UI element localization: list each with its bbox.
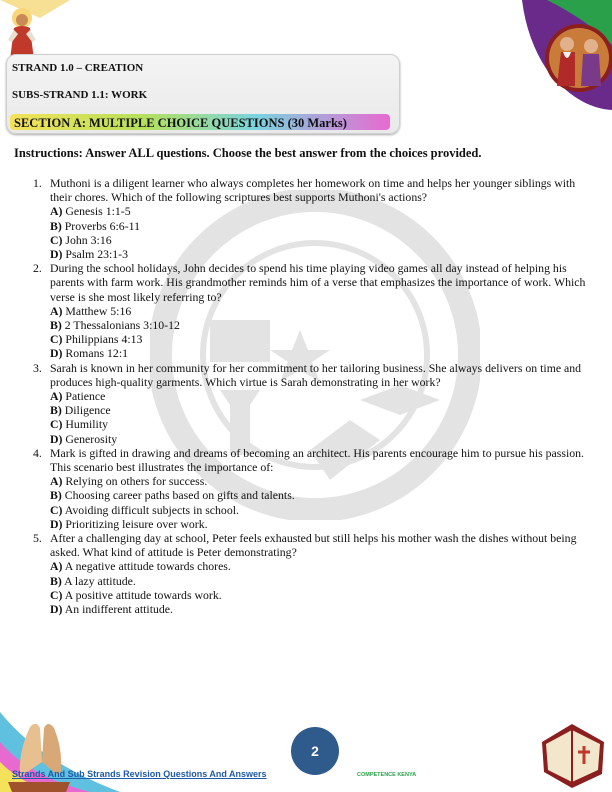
option-b: B) Proverbs 6:6-11 <box>50 218 140 233</box>
option-a: A) Genesis 1:1-5 <box>50 204 131 219</box>
option-b: B) Diligence <box>50 403 111 418</box>
option-d: D) Generosity <box>50 431 118 446</box>
option-c: C) Philippians 4:13 <box>50 332 143 347</box>
question-1 <box>33 176 599 261</box>
question-3 <box>33 361 599 446</box>
option-a: A) Patience <box>50 389 106 404</box>
option-a: A) A negative attitude towards chores. <box>50 559 231 574</box>
bible-book-icon <box>532 712 612 792</box>
instructions: Instructions: Answer ALL questions. Choose the best answer from the choices provided. <box>14 146 482 160</box>
option-c: C) A positive attitude towards work. <box>50 587 222 602</box>
question-text: Sarah is known in her community for her commitment to her tailoring business. She always delivers on time and produces high-quality garments. Which virtue is Sarah demonstrating in her work? <box>50 360 582 389</box>
question-number: 1. <box>33 176 42 190</box>
question-text: Mark is gifted in drawing and dreams of becoming an architect. His parents encourage him to pursue his passion. This scenario best illustrates the importance of: <box>50 445 584 475</box>
question-list <box>33 176 599 616</box>
apostles-illustration-icon <box>517 0 612 110</box>
section-title: SECTION A: MULTIPLE CHOICE QUESTIONS (30 Marks) <box>14 116 347 130</box>
strand-title: STRAND 1.0 – CREATION <box>12 62 144 74</box>
option-d: D) An indifferent attitude. <box>50 602 173 617</box>
footer-link[interactable]: Strands And Sub Strands Revision Questions And Answers <box>12 769 267 779</box>
question-5 <box>33 531 599 616</box>
question-number: 3. <box>33 360 42 375</box>
question-number: 4. <box>33 445 42 460</box>
substrand-title: SUBS-STRAND 1.1: WORK <box>12 89 148 101</box>
question-number: 5. <box>33 531 42 546</box>
option-c: C) Humility <box>50 417 109 432</box>
page-number: 2 <box>291 727 339 775</box>
option-c: C) John 3:16 <box>50 232 112 247</box>
option-d: D) Romans 12:1 <box>50 346 128 361</box>
footer-brand: COMPETENCE KENYA <box>357 772 417 778</box>
option-a: A) Relying on others for success. <box>50 474 208 489</box>
option-d: D) Psalm 23:1-3 <box>50 247 128 262</box>
option-c: C) Avoiding difficult subjects in school. <box>50 502 239 517</box>
question-4 <box>33 446 599 531</box>
question-number: 2. <box>33 261 42 276</box>
jesus-illustration-icon <box>0 0 70 60</box>
question-text: Muthoni is a diligent learner who always completes her homework on time and helps her younger siblings with their chores. Which of the following scriptures best supports Muthoni's actions? <box>50 176 576 205</box>
option-b: B) 2 Thessalonians 3:10-12 <box>50 318 180 333</box>
question-2 <box>33 261 599 360</box>
question-text: During the school holidays, John decides to spend his time playing video games all day instead of helping his parents with farm work. His grandmother reminds him of a verse that emphasizes the importance of work. Which verse is she most likely referring to? <box>50 261 586 304</box>
option-b: B) Choosing career paths based on gifts and talents. <box>50 488 295 503</box>
option-a: A) Matthew 5:16 <box>50 303 132 318</box>
option-b: B) A lazy attitude. <box>50 573 136 588</box>
option-d: D) Prioritizing leisure over work. <box>50 516 208 531</box>
question-text: After a challenging day at school, Peter feels exhausted but still helps his mother wash the dishes without being asked. What kind of attitude is Peter demonstrating? <box>50 531 577 560</box>
